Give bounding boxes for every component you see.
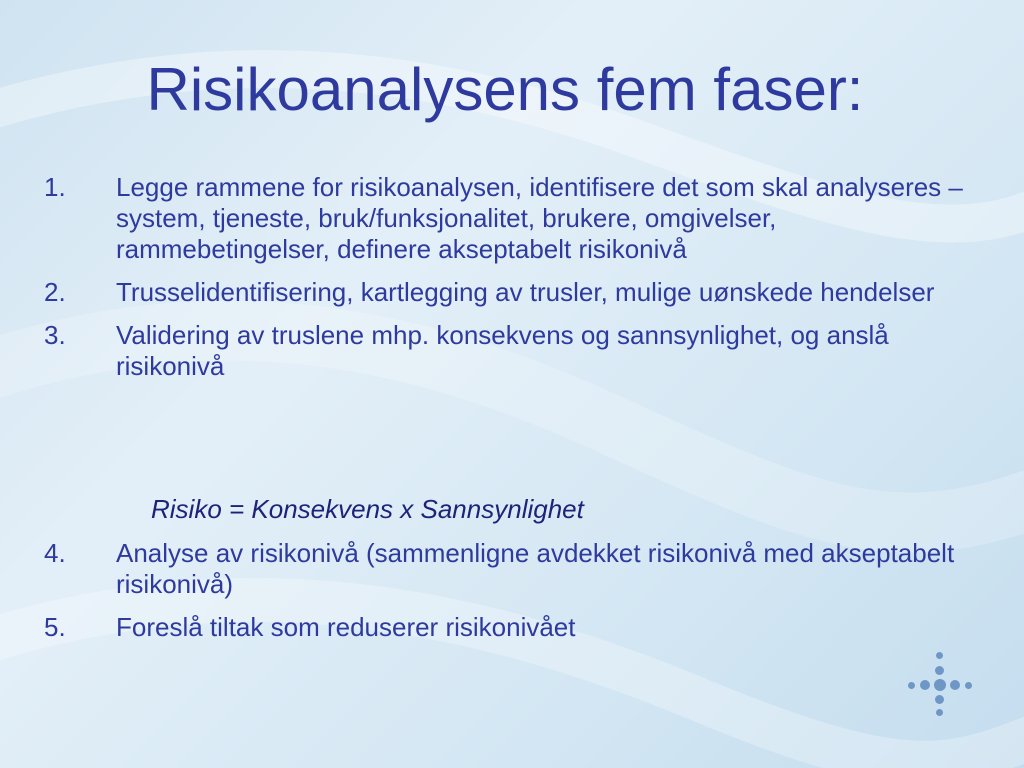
list-item-number: 1. — [44, 172, 66, 202]
list-item-number: 2. — [44, 277, 66, 307]
list-item — [44, 277, 994, 308]
dot — [950, 680, 960, 690]
dot — [935, 695, 944, 704]
risk-formula: Risiko = Konsekvens x Sannsynlighet — [151, 494, 584, 524]
list-item-text: Foreslå tiltak som reduserer risikonivået — [116, 612, 576, 642]
phase-list-continued — [44, 538, 994, 655]
list-item — [44, 538, 994, 600]
dot-cross-icon — [900, 650, 980, 722]
slide-title: Risikoanalysens fem faser: — [146, 56, 864, 123]
list-item-number: 3. — [44, 320, 66, 350]
phase-list — [44, 172, 994, 394]
list-item-text: Trusselidentifisering, kartlegging av trusler, mulige uønskede hendelser — [116, 277, 935, 307]
list-item-text: Analyse av risikonivå (sammenligne avdekket risikonivå med akseptabelt risikonivå) — [116, 538, 955, 599]
dot — [936, 709, 943, 716]
list-item-text: Validering av truslene mhp. konsekvens og sannsynlighet, og anslå risikonivå — [116, 320, 889, 381]
dot — [920, 680, 930, 690]
dot — [965, 682, 972, 689]
list-item-text: Legge rammene for risikoanalysen, identifisere det som skal analyseres – system, tjeneste, bruk/funksjonalitet, brukere, omgivelser, rammebetingelser, definere akseptabelt risikonivå — [116, 172, 963, 264]
list-item — [44, 612, 994, 643]
list-item — [44, 320, 994, 382]
dot — [908, 682, 915, 689]
dot — [934, 679, 946, 691]
list-item-number: 4. — [44, 538, 66, 568]
dot — [935, 666, 944, 675]
list-item-number: 5. — [44, 612, 66, 642]
list-item — [44, 172, 994, 265]
dot — [936, 652, 943, 659]
